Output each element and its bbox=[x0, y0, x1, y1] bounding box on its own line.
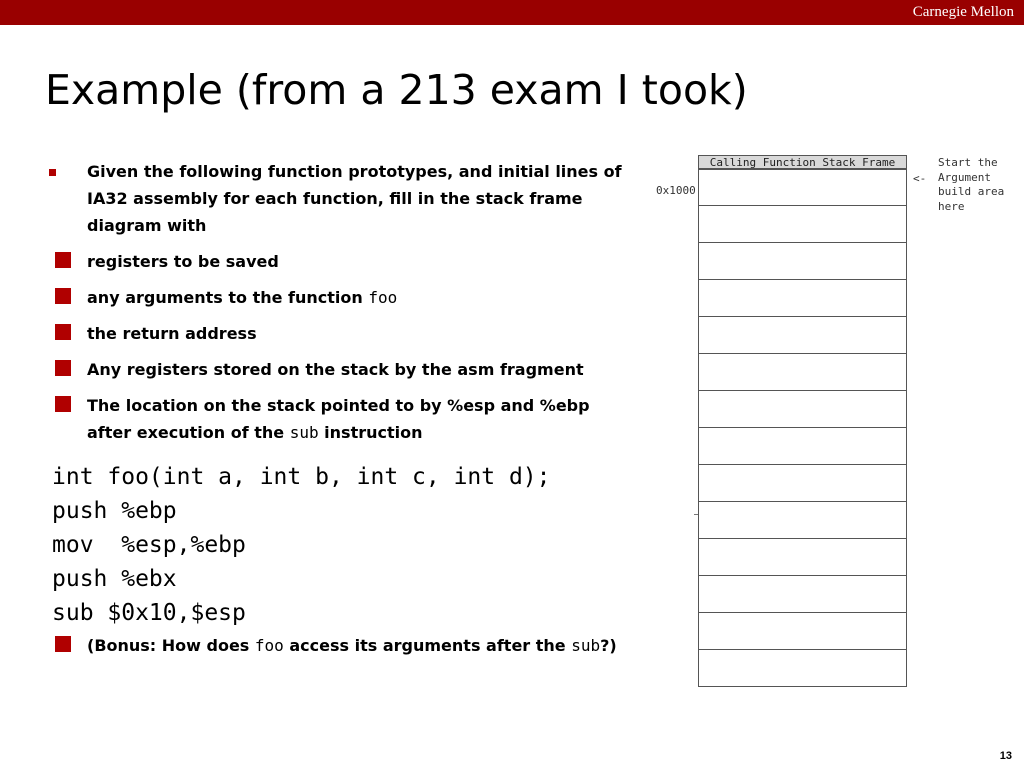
sub-bullet bbox=[45, 320, 635, 347]
bullet-marker-icon bbox=[55, 252, 71, 268]
bullet-list bbox=[45, 158, 635, 455]
stack-cells bbox=[698, 169, 907, 687]
bonus-bullet bbox=[45, 632, 635, 659]
code-term: sub bbox=[571, 636, 601, 655]
note-line: here bbox=[938, 199, 965, 213]
tick-mark bbox=[694, 514, 698, 515]
sub-bullet-text: registers to be saved bbox=[87, 252, 279, 271]
stack-frame-diagram bbox=[650, 150, 1020, 710]
bullet-marker-icon bbox=[55, 636, 71, 652]
stack-cell bbox=[698, 317, 907, 354]
code-line: mov %esp,%ebp bbox=[52, 532, 246, 558]
sub-bullet-text: Any registers stored on the stack by the asm fragment bbox=[87, 360, 584, 379]
stack-frame-header: Calling Function Stack Frame bbox=[698, 155, 907, 169]
stack-cell bbox=[698, 613, 907, 650]
header-bar bbox=[0, 0, 1024, 25]
stack-cell bbox=[698, 428, 907, 465]
stack-cell bbox=[698, 576, 907, 613]
sub-bullet bbox=[45, 392, 635, 446]
brand-name: Carnegie Mellon bbox=[912, 4, 1014, 20]
argument-note bbox=[938, 156, 1004, 214]
stack-cell bbox=[698, 650, 907, 687]
note-line: Start the bbox=[938, 156, 998, 169]
sub-bullet-text: The location on the stack pointed to by %esp and %ebp after execution of the bbox=[87, 396, 590, 442]
stack-cell bbox=[698, 280, 907, 317]
bullet-marker-icon bbox=[55, 360, 71, 376]
code-term: sub bbox=[289, 423, 319, 442]
code-line: push %ebx bbox=[52, 566, 177, 592]
code-line: sub $0x10,$esp bbox=[52, 600, 246, 626]
intro-text: Given the following function prototypes, and initial lines of IA32 assembly for each function, fill in the stack frame diagram with bbox=[87, 162, 622, 235]
sub-bullet bbox=[45, 284, 635, 311]
stack-cell bbox=[698, 243, 907, 280]
stack-cell bbox=[698, 391, 907, 428]
stack-cell bbox=[698, 539, 907, 576]
bonus-text: access its arguments after the bbox=[283, 636, 572, 655]
slide-title: Example (from a 213 exam I took) bbox=[45, 66, 748, 114]
page-number: 13 bbox=[999, 750, 1012, 762]
bullet-marker-icon bbox=[55, 288, 71, 304]
bullet-marker-icon bbox=[49, 169, 56, 176]
stack-address-label: 0x1000 bbox=[656, 184, 696, 197]
sub-bullet-text: any arguments to the function bbox=[87, 288, 369, 307]
stack-cell bbox=[698, 206, 907, 243]
code-term: foo bbox=[254, 636, 284, 655]
stack-cell bbox=[698, 465, 907, 502]
stack-cell bbox=[698, 502, 907, 539]
code-term: foo bbox=[368, 288, 398, 307]
stack-cell bbox=[698, 169, 907, 206]
code-line: push %ebp bbox=[52, 498, 177, 524]
arrow-label: <- bbox=[913, 172, 927, 185]
sub-bullet-text: the return address bbox=[87, 324, 257, 343]
note-line: Argument bbox=[938, 170, 991, 184]
code-block bbox=[52, 460, 551, 630]
bullet-marker-icon bbox=[55, 396, 71, 412]
bonus-text: ?) bbox=[600, 636, 617, 655]
stack-cell bbox=[698, 354, 907, 391]
bullet-marker-icon bbox=[55, 324, 71, 340]
code-line: int foo(int a, int b, int c, int d); bbox=[52, 464, 551, 490]
bonus-text: (Bonus: How does bbox=[87, 636, 255, 655]
sub-bullet-suffix: instruction bbox=[318, 423, 423, 442]
sub-bullet bbox=[45, 248, 635, 275]
sub-bullet bbox=[45, 356, 635, 383]
intro-bullet bbox=[45, 158, 635, 239]
note-line: build area bbox=[938, 185, 1005, 198]
